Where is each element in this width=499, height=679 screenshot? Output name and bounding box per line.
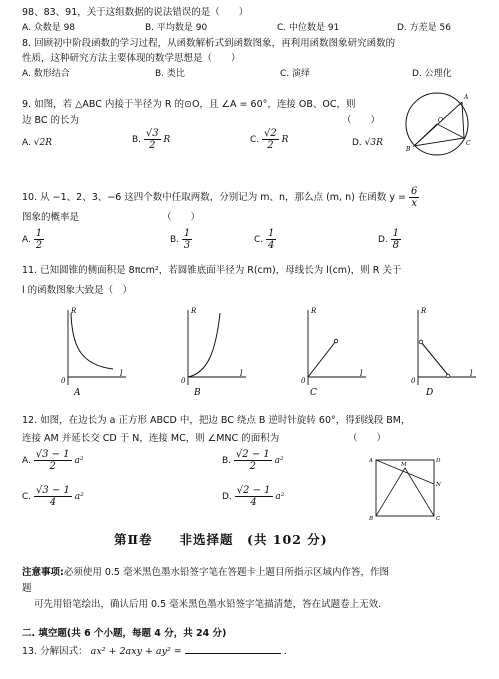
- option-d: D. √3R: [352, 138, 383, 148]
- graph-x-label: l: [120, 369, 123, 378]
- graph-letter: D: [426, 388, 434, 397]
- circle-triangle-figure: [402, 88, 474, 160]
- option-b: B. $\frac{√3}{2}$ R: [132, 128, 171, 151]
- graph-y-label: R: [311, 307, 317, 315]
- graph-origin: 0: [301, 377, 306, 385]
- question-top-stem: 98、83、91，关于这组数据的说法错误的是（ ）: [22, 7, 249, 18]
- option-b: B. $\frac{√2 - 1}{2}$ a²: [222, 449, 284, 472]
- option-a: A. $\frac{1}{2}$: [22, 228, 43, 251]
- answer-blank[interactable]: [185, 644, 281, 654]
- graph-y-label: R: [71, 307, 77, 315]
- graph-letter: C: [310, 388, 317, 397]
- option-c: C. 中位数是 91: [277, 23, 340, 33]
- option-b: B. 平均数是 90: [145, 23, 208, 33]
- fill-in-section-title: 二. 填空题(共 6 个小题，每题 4 分，共 24 分): [22, 628, 227, 639]
- fig-label-d: D: [436, 458, 441, 464]
- question-9-line2: 边 BC 的长为: [22, 115, 80, 126]
- option-d: D. $\frac{1}{8}$: [378, 228, 400, 251]
- answer-paren: （ ）: [348, 433, 387, 444]
- graph-letter: B: [194, 388, 201, 397]
- answer-paren: （ ）: [162, 212, 201, 223]
- graph-origin: 0: [61, 377, 66, 385]
- question-11-line2: l 的函数图象大致是（ ）: [22, 285, 133, 296]
- question-10-line2: 图象的概率是: [22, 212, 80, 223]
- option-c: C. $\frac{√3 - 1}{4}$ a²: [22, 485, 84, 508]
- graph-x-label: l: [360, 369, 363, 378]
- option-b: B. $\frac{1}{3}$: [170, 228, 191, 251]
- option-a: A. 数形结合: [22, 69, 70, 79]
- option-a: A. 众数是 98: [22, 23, 76, 33]
- section-title: 第Ⅱ卷 非选择题 (共 102 分): [114, 532, 328, 547]
- fig-label-b: B: [369, 516, 374, 522]
- question-12-line2: 连接 AM 并延长交 CD 于 N，连接 MC，则 ∠MNC 的面积为: [22, 433, 280, 444]
- question-13: 13. 分解因式： ax² + 2axy + ay² = .: [22, 646, 287, 657]
- fig-label-o: O: [438, 117, 443, 124]
- option-d: D. 公理化: [412, 69, 452, 79]
- graph-letter: A: [74, 388, 81, 397]
- answer-paren: （ ）: [342, 115, 381, 126]
- graph-origin: 0: [411, 377, 416, 385]
- graph-y-label: R: [191, 307, 197, 315]
- option-a: A. $\frac{√3 - 1}{2}$ a²: [22, 449, 84, 472]
- question-8-line1: 8. 回顾初中阶段函数的学习过程，从函数解析式到函数图象，再利用函数图象研究函数的: [22, 38, 396, 49]
- option-d: D. 方差是 56: [397, 23, 451, 33]
- notice-line1: 注意事项:必须使用 0.5 毫米黑色墨水铅签字笔在答题卡上题目所指示区域内作答，作图: [22, 567, 389, 578]
- fig-label-m: M: [401, 462, 407, 468]
- graph-y-label: R: [421, 307, 427, 315]
- graph-c: [298, 305, 370, 397]
- option-d: D. $\frac{√2 - 1}{4}$ a²: [222, 485, 285, 508]
- fig-label-a: A: [464, 94, 469, 101]
- graph-origin: 0: [181, 377, 186, 385]
- question-11-line1: 11. 已知圆锥的侧面积是 8πcm²，若圆锥底面半径为 R(cm)，母线长为 l(cm)，则 R 关于: [22, 265, 402, 276]
- fig-label-b: B: [406, 146, 411, 153]
- notice-line2: 题: [22, 583, 32, 594]
- question-9-line1: 9. 如图，若 △ABC 内接于半径为 R 的⊙O，且 ∠A = 60°，连接 OB、OC，则: [22, 99, 356, 110]
- fig-label-a: A: [369, 458, 373, 464]
- graph-x-label: l: [240, 369, 243, 378]
- graph-x-label: l: [470, 369, 473, 378]
- fig-label-c: C: [466, 140, 471, 147]
- fig-label-c: C: [436, 516, 441, 522]
- question-10-line1: 10. 从 −1、2、3、−6 这四个数中任取两数，分别记为 m、n，那么点 (m, n) 在函数 y = $\frac{6}{x}$: [22, 186, 418, 209]
- notice-line3: 可先用铅笔绘出，确认后用 0.5 毫米黑色墨水铅签字笔描清楚，答在试题卷上无效.: [34, 599, 382, 610]
- graph-a: [58, 305, 130, 397]
- option-b: B. 类比: [155, 69, 185, 79]
- question-8-line2: 性质，这种研究方法主要体现的数学思想是（ ）: [22, 53, 241, 64]
- option-c: C. 演绎: [280, 69, 311, 79]
- graph-b: [178, 305, 250, 397]
- question-12-line1: 12. 如图，在边长为 a 正方形 ABCD 中，把边 BC 绕点 B 逆时针旋转 60°，得到线段 BM，: [22, 415, 411, 426]
- fig-label-n: N: [436, 482, 441, 488]
- option-a: A. √2R: [22, 138, 52, 148]
- option-c: C. $\frac{√2}{2}$ R: [250, 128, 289, 151]
- square-figure: [368, 454, 442, 522]
- graph-d: [408, 305, 480, 397]
- option-c: C. $\frac{1}{4}$: [254, 228, 275, 251]
